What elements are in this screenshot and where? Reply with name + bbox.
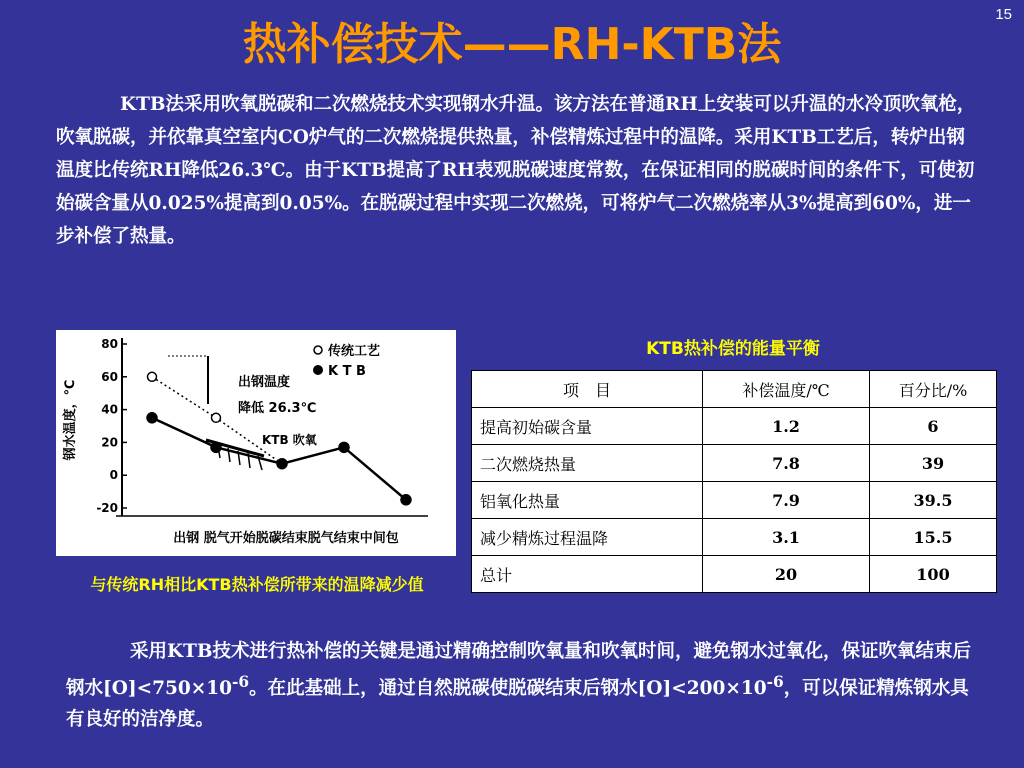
row-percent: 15.5 <box>870 519 997 556</box>
legend-traditional-marker <box>314 346 322 354</box>
row-item: 铝氧化热量 <box>472 482 703 519</box>
row-temperature: 1.2 <box>703 408 870 445</box>
legend-ktb-marker <box>313 365 323 375</box>
table-row <box>472 482 997 519</box>
x-axis-label: 出钢 脱气开始脱碳结束脱气结束中间包 <box>173 531 399 546</box>
intro-text: KTB法采用吹氧脱碳和二次燃烧技术实现钢水升温。该方法在普通RH上安装可以升温的水冷顶吹氧枪，吹氧脱碳，并依靠真空室内CO炉气的二次燃烧提供热量，补偿精炼过程中的温降。采用KTB工艺后，转炉出钢温度比传统RH降低26.3℃。由于KTB提高了RH表观脱碳速度常数，在保证相同的脱碳时间的条件下，可使初始碳含量从0.025%提高到0.05%。在脱碳过程中实现二次燃烧，可将炉气二次燃烧率从3%提高到60%，进一步补偿了热量。 <box>56 94 976 247</box>
header-item: 项 目 <box>472 371 703 408</box>
table-title: KTB热补偿的能量平衡 <box>646 339 820 359</box>
row-item: 减少精炼过程温降 <box>472 519 703 556</box>
y-tick-label: 20 <box>101 435 118 450</box>
table-row <box>472 408 997 445</box>
row-temperature: 3.1 <box>703 519 870 556</box>
table-row <box>472 556 997 593</box>
y-tick-label: 40 <box>101 402 118 417</box>
slide-title: 热补偿技术——RH-KTB法 <box>242 19 782 70</box>
annotation-tapping-temp: 出钢温度 <box>238 375 291 390</box>
conclusion-paragraph <box>66 636 976 735</box>
y-tick-label: 80 <box>101 337 118 351</box>
row-temperature: 7.9 <box>703 482 870 519</box>
legend-ktb-label: K T B <box>328 364 366 379</box>
annotation-ktb-blowing: KTB 吹氧 <box>262 433 317 447</box>
ktb-point-4 <box>401 495 411 505</box>
row-item: 总计 <box>472 556 703 593</box>
row-item: 提高初始碳含量 <box>472 408 703 445</box>
row-temperature: 20 <box>703 556 870 593</box>
exponent-1: -6 <box>232 673 250 691</box>
ktb-point-2 <box>277 459 287 469</box>
temperature-chart-svg <box>56 330 456 556</box>
row-percent: 39 <box>870 445 997 482</box>
traditional-point-0 <box>148 372 157 381</box>
ktb-point-3 <box>339 442 349 452</box>
conclusion-text-2: 。在此基础上，通过自然脱碳使脱碳结束后钢水[O]<200×10 <box>249 678 767 700</box>
row-temperature: 7.8 <box>703 445 870 482</box>
exponent-2: -6 <box>766 673 784 691</box>
y-tick-label: 60 <box>101 369 118 384</box>
row-percent: 6 <box>870 408 997 445</box>
table-row <box>472 445 997 482</box>
temperature-chart <box>56 330 456 556</box>
header-percent: 百分比/% <box>870 371 997 408</box>
intro-paragraph <box>56 88 976 253</box>
y-axis-label: 钢水温度，℃ <box>63 379 78 461</box>
y-tick-label: 0 <box>109 468 118 483</box>
table-header-row <box>472 371 997 408</box>
table-row <box>472 519 997 556</box>
row-percent: 100 <box>870 556 997 593</box>
energy-balance-table <box>471 370 997 593</box>
ktb-point-1 <box>211 442 221 452</box>
conclusion-text-1: 采用KTB技术进行热补偿的关键是通过精确控制吹氧量和吹氧时间，避免钢水过氧化，保证吹氧结束后钢水[O]<750×10 <box>66 641 971 700</box>
figure-caption: 与传统RH相比KTB热补偿所带来的温降减少值 <box>90 575 424 594</box>
series-line-ktb <box>152 418 406 500</box>
annotation-reduction: 降低 26.3℃ <box>238 401 317 416</box>
traditional-point-1 <box>212 413 221 422</box>
y-tick-label: -20 <box>96 501 118 515</box>
header-temperature: 补偿温度/℃ <box>703 371 870 408</box>
ktb-point-0 <box>147 413 157 423</box>
slide-number: 15 <box>995 6 1012 23</box>
row-item: 二次燃烧热量 <box>472 445 703 482</box>
row-percent: 39.5 <box>870 482 997 519</box>
legend-traditional-label: 传统工艺 <box>328 344 381 359</box>
conclusion-text-3: ，可以保证精炼钢水具有良好的洁净度。 <box>66 678 969 731</box>
